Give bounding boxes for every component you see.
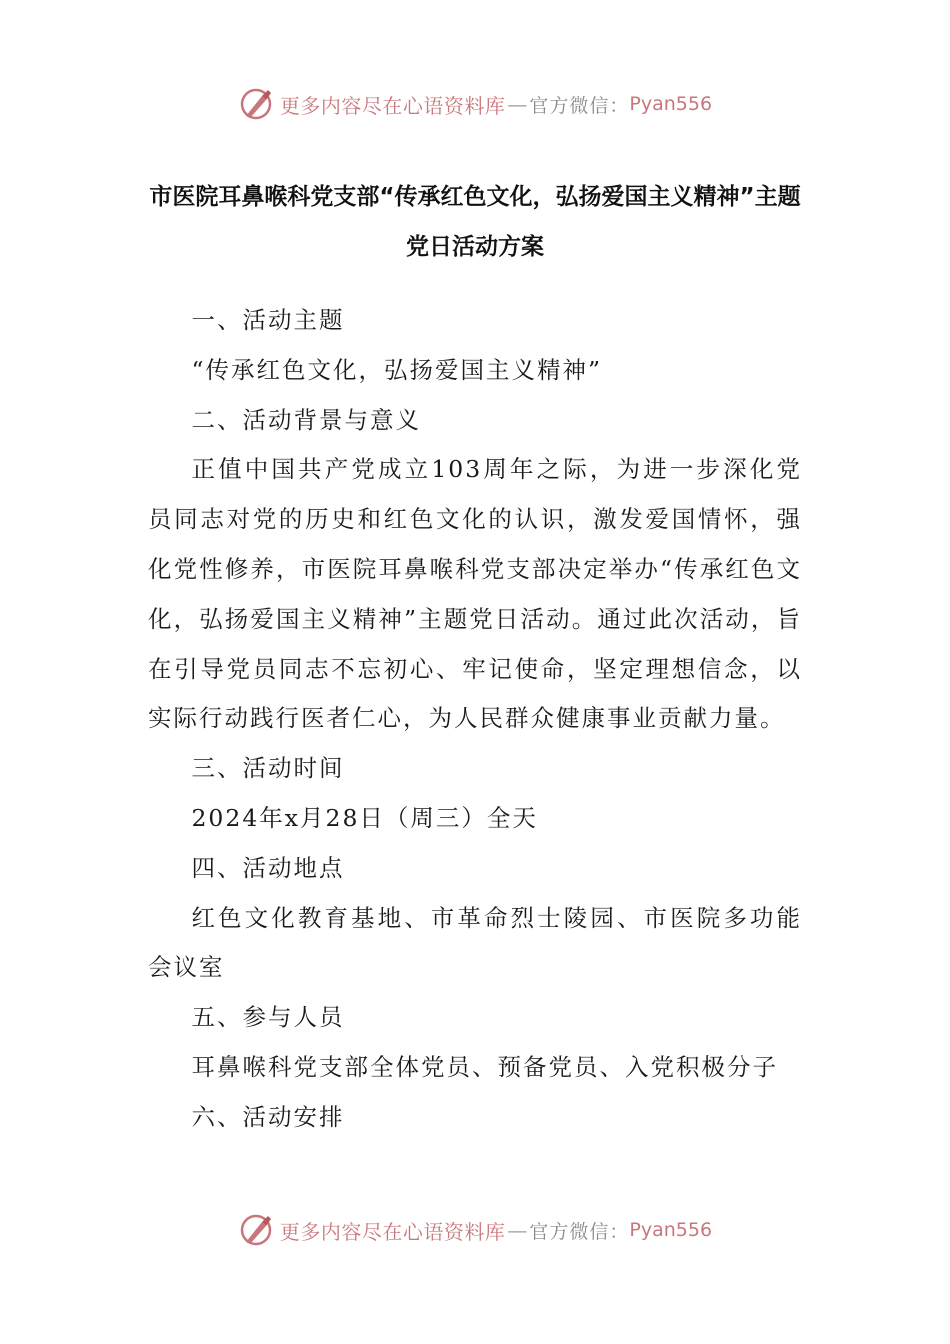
watermark-separator: — [507,1218,528,1242]
participants-text: 耳鼻喉科党支部全体党员、预备党员、入党积极分子 [191,1052,778,1081]
document-body [148,296,802,1143]
watermark-label: 官方微信： [529,1220,630,1243]
document-title: 市医院耳鼻喉科党支部“传承红色文化，弘扬爱国主义精神”主题党日活动方案 [149,184,801,260]
watermark-text: 更多内容尽在心语资料库 [279,1219,506,1244]
heading-location: 四、活动地点 [191,853,345,882]
watermark-footer [0,1210,950,1250]
watermark-wechat-id: Pyan556 [629,93,713,115]
watermark-separator: — [507,92,528,116]
time-text: 2024年x月28日（周三）全天 [191,803,538,832]
pen-nib-logo-icon [238,1212,274,1248]
watermark-wechat-id: Pyan556 [629,1219,713,1241]
heading-activity-theme: 一、活动主题 [191,306,345,334]
background-text: 正值中国共产党成立103周年之际，为进一步深化党员同志对党的历史和红色文化的认识，激发爱国情怀，强化党性修养，市医院耳鼻喉科党支部决定举办“传承红色文化，弘扬爱国主义精神”主题党日活动。通过此次活动，旨在引导党员同志不忘初心、牢记使命，坚定理想信念，以实际行动践行医者仁心，为人民群众健康事业贡献力量。 [148,455,802,733]
heading-participants: 五、参与人员 [191,1003,345,1032]
watermark-header [0,84,950,124]
watermark-label: 官方微信： [529,94,630,117]
heading-arrangement: 六、活动安排 [191,1102,345,1131]
watermark-text: 更多内容尽在心语资料库 [279,93,506,118]
heading-time: 三、活动时间 [191,754,345,783]
pen-nib-logo-icon [238,86,274,122]
activity-theme-text: “传承红色文化，弘扬爱国主义精神” [191,355,602,384]
heading-background: 二、活动背景与意义 [191,405,421,434]
location-text: 红色文化教育基地、市革命烈士陵园、市医院多功能会议室 [148,903,802,982]
